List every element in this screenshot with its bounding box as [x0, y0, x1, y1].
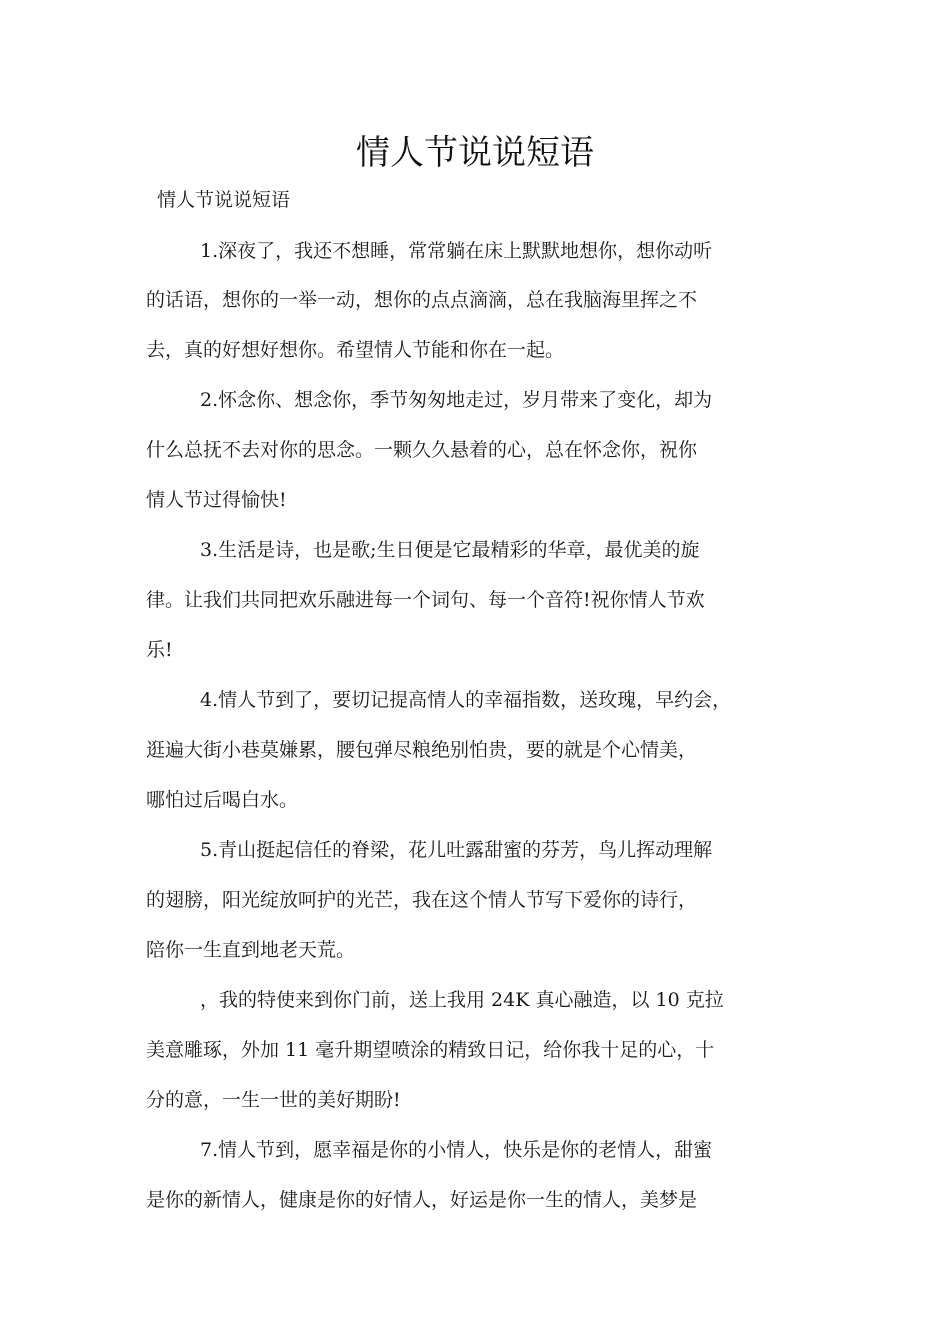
- paragraph-6-line-1: ，我的特使来到你门前，送上我用 24K 真心融造，以 10 克拉: [200, 989, 724, 1011]
- paragraph-6-line-3: 分的意，一生一世的美好期盼!: [146, 1089, 401, 1111]
- paragraph-4-line-3: 哪怕过后喝白水。: [146, 789, 299, 811]
- paragraph-5-line-1: 5.青山挺起信任的脊梁，花儿吐露甜蜜的芬芳，鸟儿挥动理解: [200, 839, 713, 861]
- paragraph-1-line-3: 去，真的好想好想你。希望情人节能和你在一起。: [146, 339, 565, 361]
- paragraph-3-line-3: 乐!: [146, 639, 173, 661]
- paragraph-4-line-2: 逛遍大街小巷莫嫌累，腰包弹尽粮绝别怕贵，要的就是个心情美，: [146, 739, 698, 761]
- paragraph-5-line-2: 的翅膀，阳光绽放呵护的光芒，我在这个情人节写下爱你的诗行，: [146, 889, 698, 911]
- paragraph-3-line-2: 律。让我们共同把欢乐融进每一个词句、每一个音符!祝你情人节欢: [146, 589, 705, 611]
- paragraph-2-line-3: 情人节过得愉快!: [146, 489, 287, 511]
- paragraph-4-line-1: 4.情人节到了，要切记提高情人的幸福指数，送玫瑰，早约会，: [200, 689, 732, 711]
- paragraph-7-line-1: 7.情人节到，愿幸福是你的小情人，快乐是你的老情人，甜蜜: [200, 1139, 713, 1161]
- document-title: 情人节说说短语: [356, 133, 594, 173]
- paragraph-2-line-2: 什么总抚不去对你的思念。一颗久久悬着的心，总在怀念你，祝你: [146, 439, 698, 461]
- paragraph-5-line-3: 陪你一生直到地老天荒。: [146, 939, 356, 961]
- paragraph-6-line-2: 美意雕琢，外加 11 毫升期望喷涂的精致日记，给你我十足的心，十: [146, 1039, 715, 1061]
- paragraph-1-line-1: 1.深夜了，我还不想睡，常常躺在床上默默地想你，想你动听: [200, 240, 713, 262]
- paragraph-1-line-2: 的话语，想你的一举一动，想你的点点滴滴，总在我脑海里挥之不: [146, 289, 698, 311]
- document-subtitle: 情人节说说短语: [157, 189, 291, 211]
- paragraph-3-line-1: 3.生活是诗，也是歌;生日便是它最精彩的华章，最优美的旋: [200, 539, 700, 561]
- paragraph-2-line-1: 2.怀念你、想念你，季节匆匆地走过，岁月带来了变化，却为: [200, 389, 713, 411]
- paragraph-7-line-2: 是你的新情人，健康是你的好情人，好运是你一生的情人，美梦是: [146, 1189, 698, 1211]
